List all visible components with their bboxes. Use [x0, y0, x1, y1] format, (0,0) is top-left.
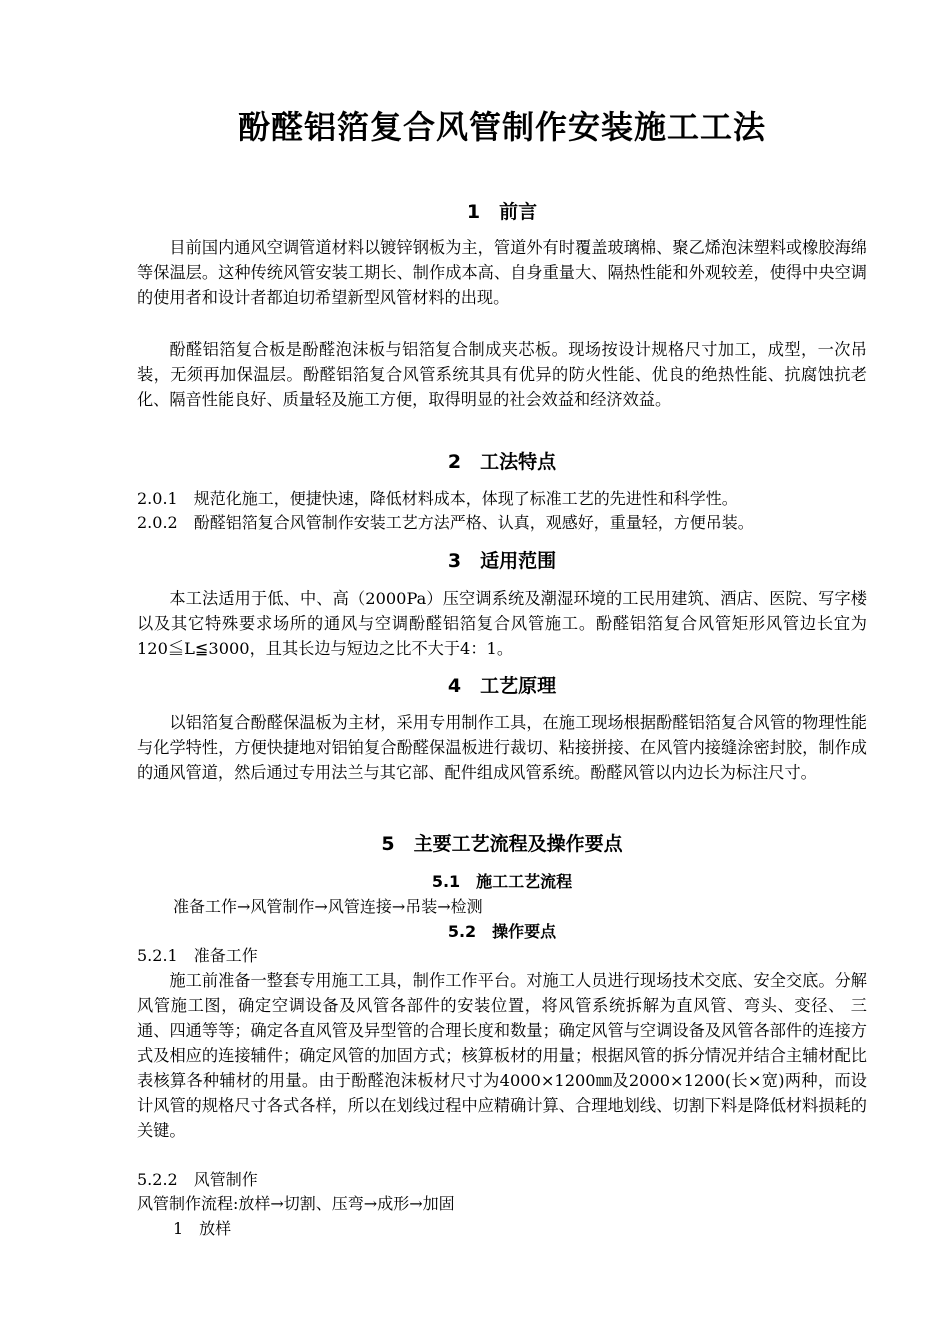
clause-5-2-2: 5.2.2 风管制作: [137, 1170, 258, 1189]
clause-2-0-1: 2.0.1 规范化施工，便捷快速，降低材料成本，体现了标准工艺的先进性和科学性。: [137, 489, 738, 508]
clause-2-0-2: 2.0.2 酚醛铝箔复合风管制作安装工艺方法严格、认真，观感好，重量轻，方便吊装。: [137, 513, 754, 532]
section-4-heading: 4 工艺原理: [447, 675, 557, 697]
section-1-paragraph-2: 酚醛铝箔复合板是酚醛泡沫板与铝箔复合制成夹芯板。现场按设计规格尺寸加工，成型，一次吊装，无须再加保温层。酚醛铝箔复合风管系统其具有优异的防火性能、优良的绝热性能、抗腐蚀抗老化、隔音性能良好、质量轻及施工方便，取得明显的社会效益和经济效益。: [137, 340, 867, 409]
subsection-5-1-heading: 5.1 施工工艺流程: [431, 872, 573, 891]
document-title: 酚醛铝箔复合风管制作安装施工工法: [237, 108, 766, 146]
section-3-heading: 3 适用范围: [447, 550, 557, 572]
clause-5-2-1-paragraph: 施工前准备一整套专用施工工具，制作工作平台。对施工人员进行现场技术交底、安全交底。分解风管施工图，确定空调设备及风管各部件的安装位置，将风管系统拆解为直风管、弯头、变径、 三通、四通等等；确定各直风管及异型管的合理长度和数量；确定风管与空调设备及风管各部件的连接方式及相应的连接辅件；确定风管的加固方式；核算板材的用量；根据风管的拆分情况并结合主辅材配比表核算各种辅材的用量。由于酚醛泡沫板材尺寸为4000×1200㎜及2000×1200(长×宽)两种，而设计风管的规格尺寸各式各样，所以在划线过程中应精确计算、合理地划线、切割下料是降低材料损耗的关键。: [137, 971, 867, 1140]
step-1-layout: 1 放样: [173, 1219, 232, 1238]
section-1-paragraph-1: 目前国内通风空调管道材料以镀锌钢板为主，管道外有时覆盖玻璃棉、聚乙烯泡沫塑料或橡胶海绵等保温层。这种传统风管安装工期长、制作成本高、自身重量大、隔热性能和外观较差，使得中央空调的使用者和设计者都迫切希望新型风管材料的出现。: [137, 238, 867, 307]
subsection-5-2-heading: 5.2 操作要点: [447, 922, 557, 941]
section-4-paragraph: 以铝箔复合酚醛保温板为主材，采用专用制作工具，在施工现场根据酚醛铝箔复合风管的物理性能与化学特性，方便快捷地对铝铂复合酚醛保温板进行裁切、粘接拼接、在风管内接缝涂密封胶，制作成的通风管道，然后通过专用法兰与其它部、配件组成风管系统。酚醛风管以内边长为标注尺寸。: [137, 713, 867, 782]
section-3-paragraph: 本工法适用于低、中、高（2000Pa）压空调系统及潮湿环境的工民用建筑、酒店、医院、写字楼以及其它特殊要求场所的通风与空调酚醛铝箔复合风管施工。酚醛铝箔复合风管矩形风管边长宜为120≦L≦3000，且其长边与短边之比不大于4：1。: [137, 589, 867, 658]
clause-5-2-1: 5.2.1 准备工作: [137, 946, 258, 965]
duct-fabrication-flow: 风管制作流程:放样→切割、压弯→成形→加固: [137, 1194, 455, 1213]
section-5-heading: 5 主要工艺流程及操作要点: [381, 833, 623, 855]
process-flow: 准备工作→风管制作→风管连接→吊装→检测: [173, 897, 483, 916]
section-2-heading: 2 工法特点: [447, 451, 557, 473]
section-1-heading: 1 前言: [466, 201, 538, 223]
